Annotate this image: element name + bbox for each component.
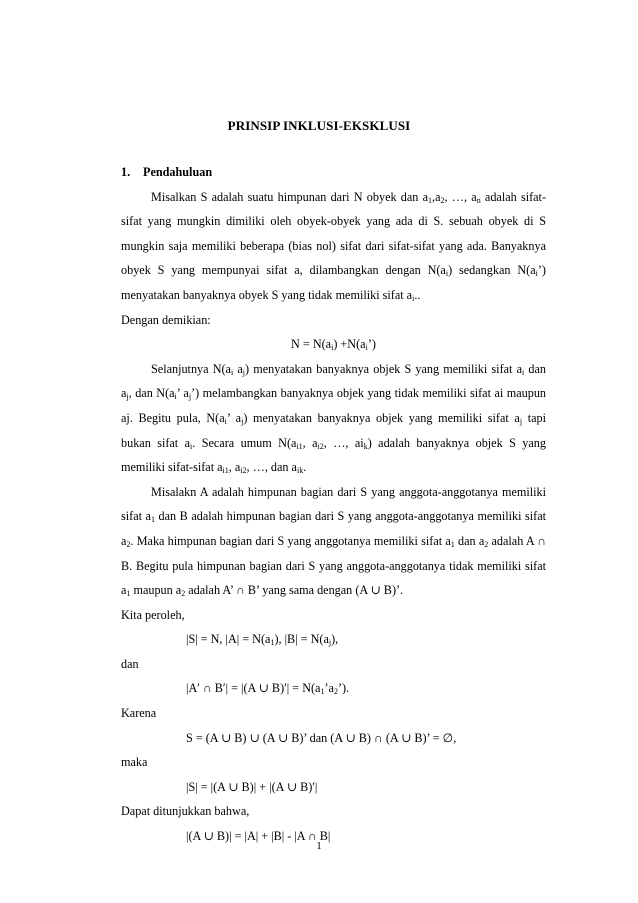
- page-title: PRINSIP INKLUSI-EKSKLUSI: [227, 118, 411, 133]
- equation-2: |S| = N, $|A| = N(a_1)$, $|B| = N(a_j)$,: [186, 632, 339, 648]
- body-text: [121, 160, 546, 849]
- section-heading: [121, 160, 546, 185]
- kita-peroleh: Kita peroleh,: [121, 607, 185, 622]
- equation-3: |A′ ∩ B′| = |(A ∪ $B)'| = N(a_1’a_2’)$.: [186, 681, 350, 697]
- equation-4: S = (A ∪ B) ∪ (A ∪ B)’ dan (A ∪ B) ∩ (A ∪ B)’ = ∅,: [186, 730, 457, 745]
- page-number: 1: [316, 840, 322, 852]
- paragraph-1: Misalkan S adalah suatu himpunan dari N obyek dan $a_1,a_2$, …, $a_n$ adalah sifat-sifat yang mungkin dimiliki oleh obyek-obyek yang ada di S. sebuah obyek di S mungkin saja memiliki beberapa (bias nol) sifat dari sifat-sifat yang ada. Banyaknya obyek S yang mempunyai sifat a, dilambangkan dengan $N(a_i)$ sedangkan $N(a_i’)$ menyatakan banyaknya obyek S yang tidak memiliki sifat $a_i$..: [121, 189, 546, 303]
- equation-1: $N = N(a_i)$ $+N(a_i’)$: [291, 337, 376, 353]
- section-number: 1.: [121, 165, 131, 179]
- section-title: Pendahuluan: [143, 165, 213, 179]
- dapat-ditunjukkan: Dapat ditunjukkan bahwa,: [121, 804, 250, 819]
- dan-label: dan: [121, 656, 139, 671]
- maka-label: maka: [121, 755, 148, 770]
- karena-label: Karena: [121, 706, 157, 721]
- paragraph-3: Misalakn A adalah himpunan bagian dari S yang anggota-anggotanya memiliki sifat $a_1$ dan B adalah himpunan bagian dari S yang anggota-anggotanya memiliki sifat $a_2$. Maka himpunan bagian dari S yang anggotanya memiliki sifat $a_1$ dan $a_2$ adalah A ∩ B. Begitu pula himpunan bagian dari S yang anggota-anggotanya tidak memiliki sifat $a_1$ maupun $a_2$ adalah A’ ∩ B’ yang sama dengan (A ∪ B)’.: [121, 484, 547, 599]
- paragraph-2: Selanjutnya $N(a_i$ $a_j$) menyatakan banyaknya objek S yang memiliki sifat $a_i$ dan $a_j$, dan $N(a_i$’ $a_j$’) melambangkan banyaknya objek yang tidak memiliki sifat ai maupun aj. Begitu pula, $N(a_i$’ $a_j$) menyatakan banyaknya objek yang memiliki sifat $a_j$ tapi bukan sifat $a_i$. Secara umum $N(a_{i1}$, $a_{i2}$, …, $ai_k$) adalah banyaknya objek S yang memiliki sifat-sifat $a_{i1}$, $a_{i2}$, …, dan $a_{ik}$.: [121, 361, 547, 476]
- dengan-demikian: Dengan demikian:: [121, 312, 211, 327]
- equation-5: |S| = |(A ∪ B)| + |(A ∪ B)′|: [186, 779, 318, 794]
- equation-6: |(A ∪ B)| = |A| + |B| - |A ∩ B|: [186, 829, 331, 844]
